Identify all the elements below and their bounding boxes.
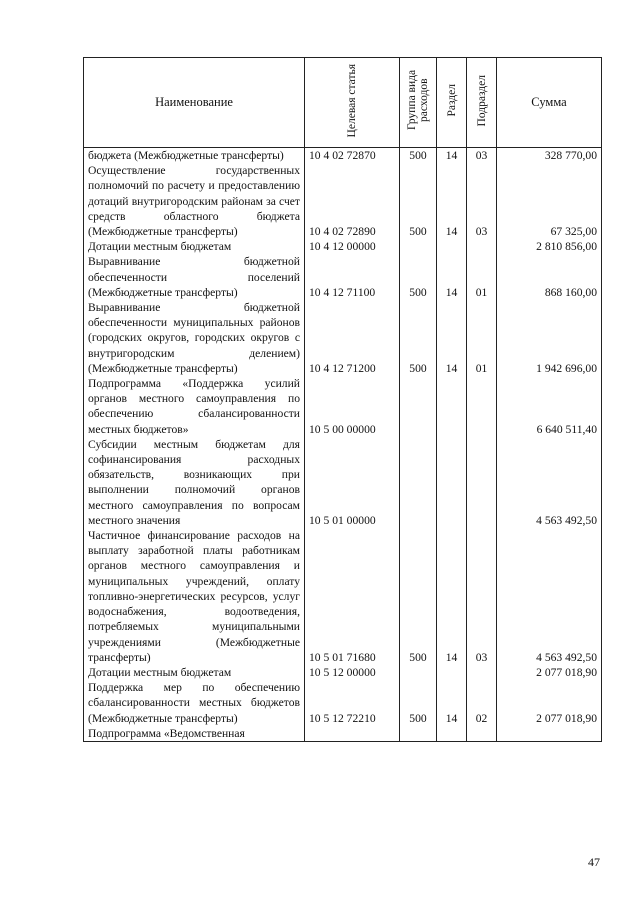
cell-name: Субсидии местным бюджетам для софинансирования расходных обязательств, возникающих при выполнении полномочий органов местного самоуправления по вопросам местного значения <box>84 437 305 528</box>
header-subsection: Подраздел <box>475 74 488 127</box>
header-group-cell <box>400 58 437 148</box>
table-header-row <box>84 58 602 148</box>
cell-name: Выравнивание бюджетной обеспеченности поселений (Межбюджетные трансферты) <box>84 254 305 300</box>
cell-sum: 4 563 492,50 <box>497 528 602 665</box>
cell-target-code: 10 4 02 72890 <box>305 163 400 239</box>
table-row <box>84 437 602 528</box>
header-section-cell <box>437 58 467 148</box>
table-row <box>84 239 602 254</box>
cell-section: 14 <box>437 163 467 239</box>
cell-section <box>437 665 467 680</box>
cell-expense-group: 500 <box>400 254 437 300</box>
cell-subsection: 03 <box>467 148 497 164</box>
cell-name: Подпрограмма «Ведомственная <box>84 726 305 742</box>
cell-expense-group: 500 <box>400 300 437 376</box>
cell-subsection <box>467 665 497 680</box>
header-code: Целевая статья <box>346 63 358 138</box>
budget-table <box>83 57 602 742</box>
cell-target-code: 10 5 01 71680 <box>305 528 400 665</box>
cell-expense-group <box>400 376 437 437</box>
cell-subsection <box>467 726 497 742</box>
cell-expense-group: 500 <box>400 163 437 239</box>
header-group: Группа вида расходов <box>406 70 430 131</box>
cell-section <box>437 239 467 254</box>
table-row <box>84 376 602 437</box>
cell-sum: 328 770,00 <box>497 148 602 164</box>
table-row <box>84 254 602 300</box>
cell-section <box>437 376 467 437</box>
cell-sum: 1 942 696,00 <box>497 300 602 376</box>
header-code-cell <box>305 58 400 148</box>
cell-section: 14 <box>437 148 467 164</box>
cell-expense-group: 500 <box>400 680 437 726</box>
table-row <box>84 300 602 376</box>
cell-sum: 2 077 018,90 <box>497 665 602 680</box>
cell-subsection: 02 <box>467 680 497 726</box>
cell-name: Дотации местным бюджетам <box>84 665 305 680</box>
header-subsection-cell <box>467 58 497 148</box>
cell-sum: 2 077 018,90 <box>497 680 602 726</box>
cell-subsection: 03 <box>467 163 497 239</box>
cell-target-code: 10 4 12 00000 <box>305 239 400 254</box>
cell-sum: 2 810 856,00 <box>497 239 602 254</box>
table-body <box>84 148 602 742</box>
cell-sum <box>497 726 602 742</box>
cell-expense-group <box>400 665 437 680</box>
cell-section <box>437 437 467 528</box>
cell-name: Частичное финансирование расходов на выплату заработной платы работникам органов местного самоуправления и муниципальных учреждений, оплату топливно-энергетических ресурсов, услуг водоснабжения, водоотведения, потребляемых муниципальными учреждениями (Межбюджетные трансферты) <box>84 528 305 665</box>
table-row <box>84 680 602 726</box>
table-row <box>84 163 602 239</box>
cell-target-code: 10 4 02 72870 <box>305 148 400 164</box>
cell-target-code: 10 4 12 71200 <box>305 300 400 376</box>
cell-target-code <box>305 726 400 742</box>
cell-target-code: 10 4 12 71100 <box>305 254 400 300</box>
header-name: Наименование <box>84 58 305 148</box>
cell-subsection <box>467 437 497 528</box>
cell-section: 14 <box>437 680 467 726</box>
cell-name: Осуществление государственных полномочий по расчету и предоставлению дотаций внутригородским районам за счет средств областного бюджета (Межбюджетные трансферты) <box>84 163 305 239</box>
cell-name: бюджета (Межбюджетные трансферты) <box>84 148 305 164</box>
cell-name: Поддержка мер по обеспечению сбалансированности местных бюджетов (Межбюджетные трансферты) <box>84 680 305 726</box>
table-row <box>84 148 602 164</box>
cell-sum: 868 160,00 <box>497 254 602 300</box>
cell-subsection: 01 <box>467 254 497 300</box>
cell-section: 14 <box>437 300 467 376</box>
cell-sum: 6 640 511,40 <box>497 376 602 437</box>
cell-expense-group: 500 <box>400 528 437 665</box>
table-row <box>84 665 602 680</box>
cell-subsection <box>467 239 497 254</box>
cell-section: 14 <box>437 528 467 665</box>
cell-target-code: 10 5 01 00000 <box>305 437 400 528</box>
header-section: Раздел <box>445 84 458 117</box>
cell-subsection: 03 <box>467 528 497 665</box>
cell-section <box>437 726 467 742</box>
cell-name: Выравнивание бюджетной обеспеченности муниципальных районов (городских округов, городских округов с внутригородским делением) (Межбюджетные трансферты) <box>84 300 305 376</box>
cell-expense-group <box>400 437 437 528</box>
page-number: 47 <box>588 855 600 869</box>
cell-name: Подпрограмма «Поддержка усилий органов местного самоуправления по обеспечению сбалансированности местных бюджетов» <box>84 376 305 437</box>
cell-subsection <box>467 376 497 437</box>
table-row <box>84 528 602 665</box>
table-row <box>84 726 602 742</box>
cell-expense-group <box>400 239 437 254</box>
header-sum: Сумма <box>497 58 602 148</box>
cell-sum: 67 325,00 <box>497 163 602 239</box>
cell-sum: 4 563 492,50 <box>497 437 602 528</box>
cell-subsection: 01 <box>467 300 497 376</box>
cell-target-code: 10 5 12 72210 <box>305 680 400 726</box>
cell-section: 14 <box>437 254 467 300</box>
cell-name: Дотации местным бюджетам <box>84 239 305 254</box>
cell-target-code: 10 5 12 00000 <box>305 665 400 680</box>
cell-expense-group <box>400 726 437 742</box>
cell-expense-group: 500 <box>400 148 437 164</box>
cell-target-code: 10 5 00 00000 <box>305 376 400 437</box>
